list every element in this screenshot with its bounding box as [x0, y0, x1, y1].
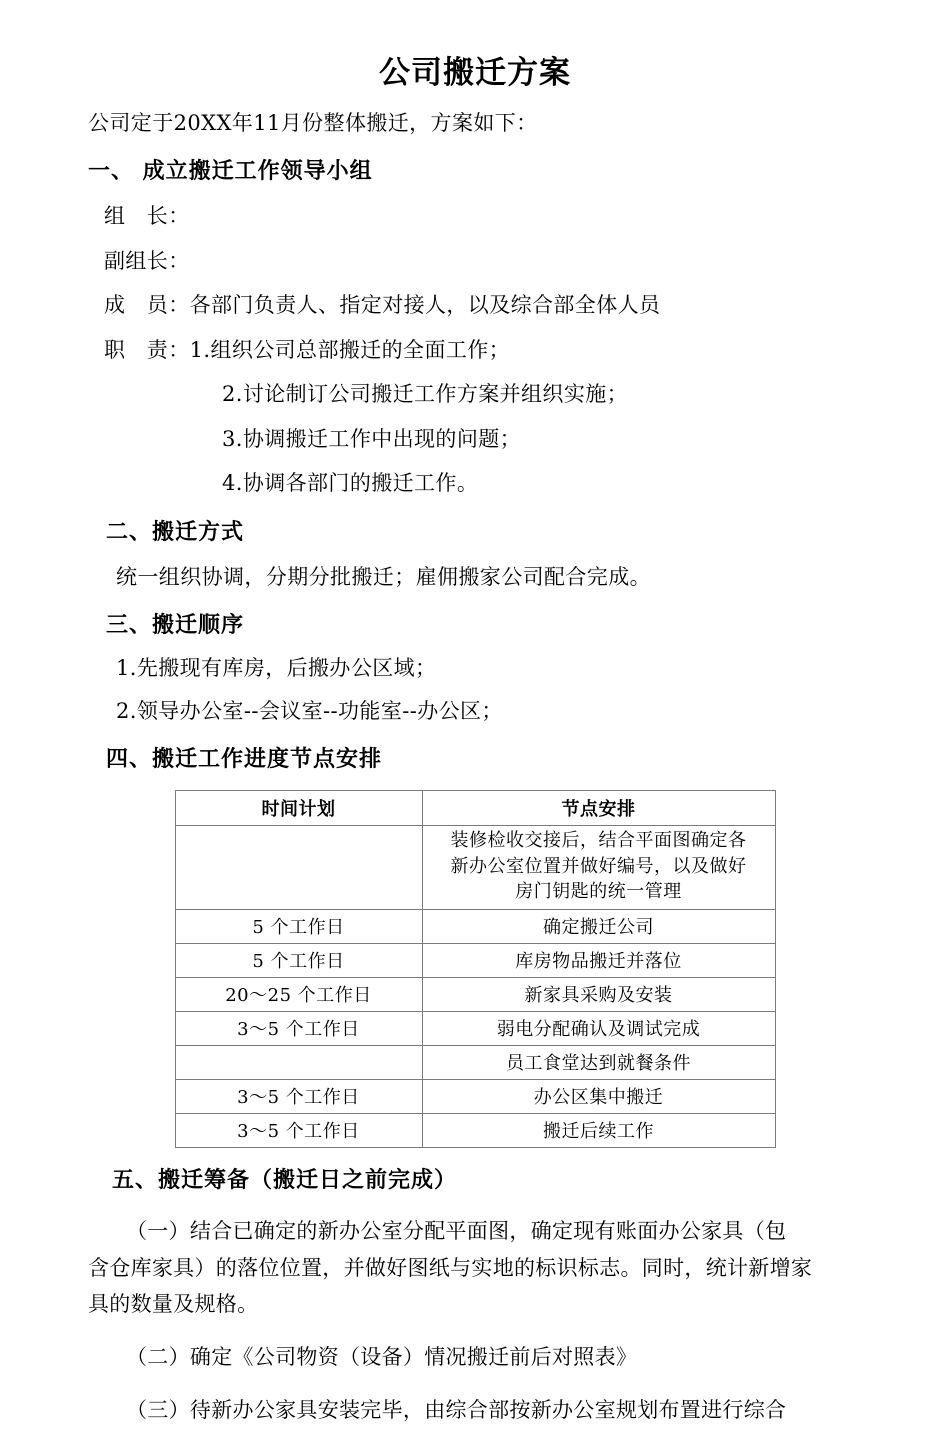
section-heading-four: 四、搬迁工作进度节点安排	[106, 746, 383, 773]
cell-time-plan: 3～5 个工作日	[175, 1079, 422, 1113]
section-two-body: 统一组织协调，分期分批搬迁；雇佣搬家公司配合完成。	[116, 564, 651, 589]
roster-line-leader	[88, 201, 862, 233]
roster-line-duties	[88, 335, 862, 367]
cell-node-arrangement: 新家具采购及安装	[422, 977, 775, 1011]
cell-node-line: 装修检收交接后，结合平面图确定各	[450, 830, 747, 852]
cell-time-plan: 3～5 个工作日	[175, 1011, 422, 1045]
cell-time-plan: 5 个工作日	[175, 943, 422, 977]
prep-paragraph-line: 含仓库家具）的落位位置，并做好图纸与实地的标识标志。同时，统计新增家	[88, 1255, 813, 1280]
table-row	[175, 977, 775, 1011]
cell-node-arrangement: 确定搬迁公司	[422, 909, 775, 943]
cell-node-arrangement	[422, 826, 775, 910]
duty-item-3: 3.协调搬迁工作中出现的问题；	[222, 426, 522, 451]
duty-item-4: 4.协调各部门的搬迁工作。	[222, 471, 479, 496]
table-row	[175, 943, 775, 977]
prep-paragraph-line: （三）待新办公家具安装完毕，由综合部按新办公室规划布置进行综合	[126, 1397, 787, 1422]
schedule-table	[175, 790, 776, 1148]
section-heading-five: 五、搬迁筹备（搬迁日之前完成）	[112, 1166, 458, 1193]
prep-paragraph-two	[88, 1339, 862, 1376]
cell-time-plan: 3～5 个工作日	[175, 1113, 422, 1147]
schedule-table-wrapper	[88, 790, 862, 1148]
prep-paragraph-line: 具的数量及规格。	[88, 1292, 259, 1317]
cell-node-arrangement: 员工食堂达到就餐条件	[422, 1045, 775, 1079]
section-heading-three: 三、搬迁顺序	[106, 612, 245, 639]
table-row	[175, 826, 775, 910]
roster-value-duties: 1.组织公司总部搬迁的全面工作；	[189, 337, 511, 362]
table-row	[175, 1045, 775, 1079]
cell-time-plan	[175, 826, 422, 910]
roster-line-members	[88, 290, 862, 322]
cell-node-line: 新办公室位置并做好编号，以及做好	[450, 855, 747, 877]
prep-paragraph-line: （二）确定《公司物资（设备）情况搬迁前后对照表》	[126, 1345, 638, 1370]
lead-paragraph: 公司定于20XX年11月份整体搬迁，方案如下：	[88, 110, 538, 135]
column-header-time-plan: 时间计划	[175, 791, 422, 826]
section-heading-two: 二、搬迁方式	[106, 518, 245, 545]
cell-node-line: 房门钥匙的统一管理	[515, 881, 682, 903]
table-header-row	[175, 791, 775, 826]
move-order-item-1: 1.先搬现有库房，后搬办公区域；	[116, 656, 437, 681]
table-row	[175, 1079, 775, 1113]
cell-node-arrangement: 库房物品搬迁并落位	[422, 943, 775, 977]
cell-time-plan: 5 个工作日	[175, 909, 422, 943]
prep-paragraph-three	[88, 1392, 862, 1429]
duty-item-2: 2.讨论制订公司搬迁工作方案并组织实施；	[222, 382, 629, 407]
cell-node-arrangement: 弱电分配确认及调试完成	[422, 1011, 775, 1045]
cell-node-arrangement: 办公区集中搬迁	[422, 1079, 775, 1113]
cell-time-plan	[175, 1045, 422, 1079]
table-row	[175, 1113, 775, 1147]
page-title: 公司搬迁方案	[379, 55, 571, 91]
table-row	[175, 909, 775, 943]
section-heading-one: 一、 成立搬迁工作领导小组	[88, 158, 373, 185]
move-order-item-2: 2.领导办公室--会议室--功能室--办公区；	[116, 698, 503, 723]
column-header-node-arrangement: 节点安排	[422, 791, 775, 826]
roster-label-leader: 组 长：	[104, 204, 190, 229]
prep-paragraph-one	[88, 1213, 862, 1323]
roster-line-deputy-leader	[88, 246, 862, 278]
roster-label-members: 成 员：	[104, 293, 190, 318]
roster-label-deputy-leader: 副组长：	[104, 248, 190, 273]
roster-label-duties: 职 责：	[104, 337, 190, 362]
roster-value-members: 各部门负责人、指定对接人，以及综合部全体人员	[189, 293, 661, 318]
table-row	[175, 1011, 775, 1045]
cell-node-arrangement: 搬迁后续工作	[422, 1113, 775, 1147]
prep-paragraph-line: （一）结合已确定的新办公室分配平面图，确定现有账面办公家具（包	[126, 1218, 787, 1243]
cell-time-plan: 20～25 个工作日	[175, 977, 422, 1011]
